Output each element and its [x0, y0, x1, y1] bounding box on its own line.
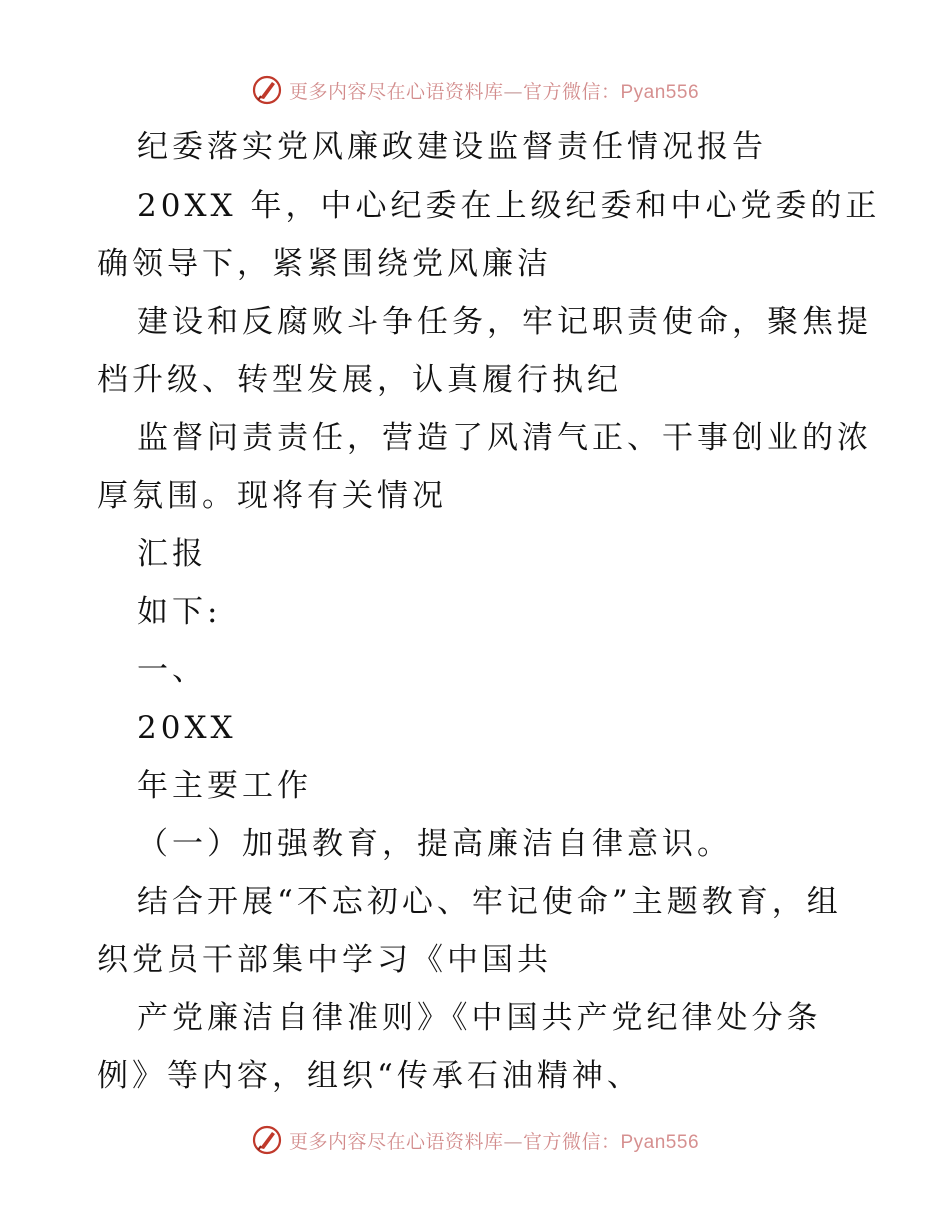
paragraph-line: 织党员干部集中学习《中国共	[97, 942, 552, 978]
section-number: 一、	[137, 652, 207, 688]
paragraph-line: 结合开展“不忘初心、牢记使命”主题教育，组	[137, 884, 842, 920]
quill-circle-icon	[251, 74, 283, 106]
header-watermark	[0, 70, 950, 110]
paragraph-line: 确领导下，紧紧围绕党风廉洁	[97, 246, 552, 282]
paragraph-line: 例》等内容，组织“传承石油精神、	[97, 1058, 642, 1094]
paragraph-line: 建设和反腐败斗争任务，牢记职责使命，聚焦提	[137, 304, 872, 340]
paragraph-line: 厚氛围。现将有关情况	[97, 478, 447, 514]
paragraph-line: 档升级、转型发展，认真履行执纪	[97, 362, 622, 398]
footer-watermark	[0, 1120, 950, 1160]
paragraph-line: 汇报	[137, 536, 207, 572]
paragraph-line: 产党廉洁自律准则》《中国共产党纪律处分条	[137, 1000, 822, 1036]
paragraph-line: 如下:	[137, 594, 222, 630]
subsection-heading: （一）加强教育，提高廉洁自律意识。	[137, 826, 732, 862]
paragraph-line: 监督问责责任，营造了风清气正、干事创业的浓	[137, 420, 872, 456]
watermark-text: 更多内容尽在心语资料库—官方微信：Pyan556	[288, 80, 700, 103]
paragraph-line: 20XX	[137, 710, 237, 746]
paragraph-line: 20XX 年，中心纪委在上级纪委和中心党委的正	[137, 188, 881, 224]
quill-circle-icon	[251, 1124, 283, 1156]
document-title: 纪委落实党风廉政建设监督责任情况报告	[137, 129, 767, 165]
section-heading: 年主要工作	[137, 768, 312, 804]
watermark-text: 更多内容尽在心语资料库—官方微信：Pyan556	[288, 1130, 700, 1153]
